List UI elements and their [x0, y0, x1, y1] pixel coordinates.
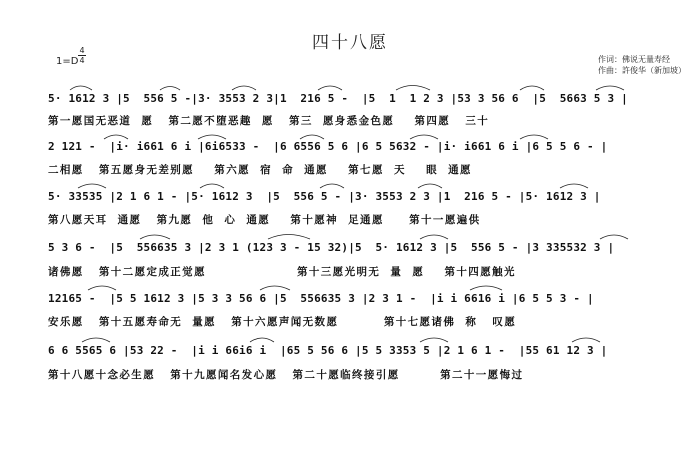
- notation-line-1: 5· 1612 3 |5 556 5 -|3· 3553 2 3|1 216 5 - |5 1 1 2 3 |53 3 56 6 |5 5663 5 3 |: [48, 92, 628, 105]
- time-signature-bottom: 4: [79, 56, 85, 65]
- notation-line-4: 5 3 6 - |5 556635 3 |2 3 1 (123 3 - 15 32)|5 5· 1612 3 |5 556 5 - |3 335532 3 |: [48, 241, 615, 254]
- key-signature: 1=D: [56, 56, 79, 67]
- lyrics-line-4: 诸佛愿 第十二愿定成正觉愿 第十三愿光明无 量 愿 第十四愿触光: [48, 266, 516, 278]
- lyrics-line-3: 第八愿天耳 通愿 第九愿 他 心 通愿 第十愿神 足通愿 第十一愿遍供: [48, 214, 481, 226]
- notation-line-5: 12165 - |5 5 1612 3 |5 3 3 56 6 |5 556635 3 |2 3 1 - |i i 6616 i |6 5 5 3 - |: [48, 292, 594, 305]
- song-title: 四十八愿: [312, 33, 388, 53]
- time-signature-top: 4: [79, 46, 85, 55]
- lyrics-line-1: 第一愿国无恶道 愿 第二愿不堕恶趣 愿 第三 愿身悉金色愿 第四愿 三十: [48, 115, 490, 127]
- lyricist-credit: 作词：佛说无量寿经: [598, 55, 670, 64]
- composer-credit: 作曲：許俊华（新加坡）: [598, 66, 686, 75]
- lyrics-line-2: 二相愿 第五愿身无差别愿 第六愿 宿 命 通愿 第七愿 天 眼 通愿: [48, 164, 472, 176]
- notation-line-3: 5· 33535 |2 1 6 1 - |5· 1612 3 |5 556 5 - |3· 3553 2 3 |1 216 5 - |5· 1612 3 |: [48, 190, 601, 203]
- notation-line-6: 6 6 5565 6 |53 22 - |i i 66i6 i |65 5 56 6 |5 5 3353 5 |2 1 6 1 - |55 61 12 3 |: [48, 344, 608, 357]
- notation-line-2: 2 121 - |i· i661 6 i |6i6533 - |6 6556 5 6 |6 5 5632 - |i· i661 6 i |6 5 5 6 - |: [48, 140, 608, 153]
- lyrics-line-6: 第十八愿十念必生愿 第十九愿闻名发心愿 第二十愿临终接引愿 第二十一愿悔过: [48, 369, 524, 381]
- lyrics-line-5: 安乐愿 第十五愿寿命无 量愿 第十六愿声闻无数愿 第十七愿诸佛 称 叹愿: [48, 316, 517, 328]
